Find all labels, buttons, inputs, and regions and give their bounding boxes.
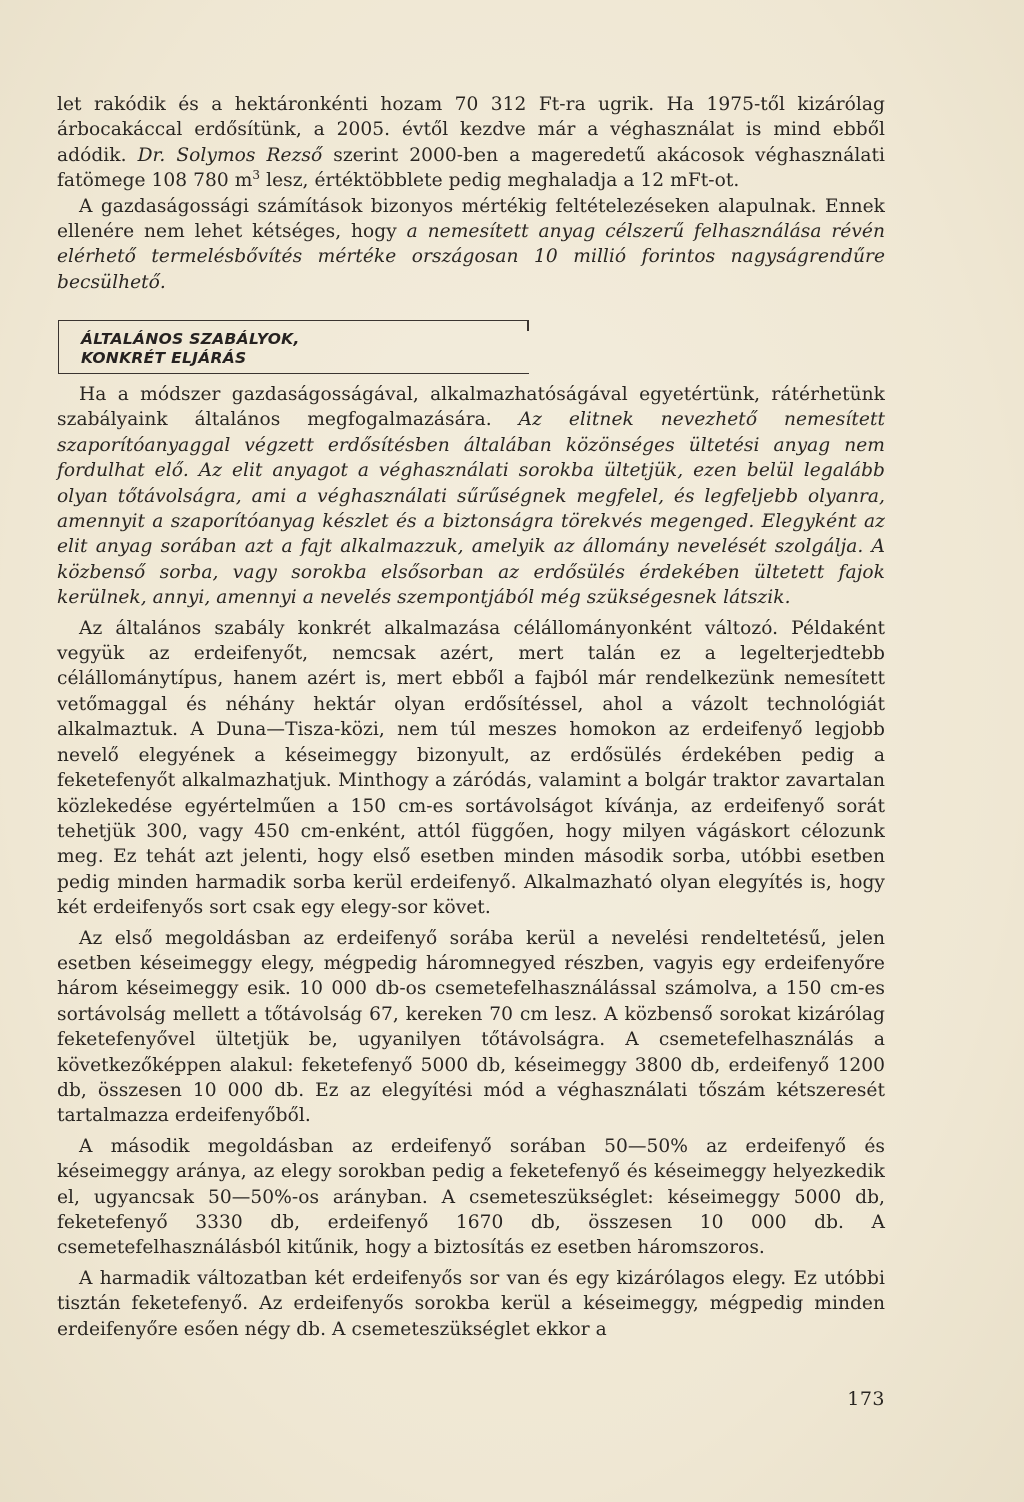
paragraph: A gazdaságossági számítások bizonyos mértékig feltételezéseken alapulnak. Ennek ellenére nem lehet kétséges, hogy a nemesített anyag célszerű felhasználása révén elérhető termelésbővítés mértéke országosan 10 millió forintos nagyságrendűre becsülhető.	[57, 195, 885, 293]
paragraph: Az első megoldásban az erdeifenyő sorába kerül a nevelési rendeltetésű, jelen esetben késeimeggy elegy, mégpedig háromnegyed részben, vagyis egy erdeifenyőre három késeimeggy esik. 10 000 db-os csemetefelhasználással számolva, a 150 cm-es sortávolság mellett a tőtávolság 67, kereken 70 cm lesz. A közbenső sorokat kizárólag feketefenyővel ültetjük be, ugyanilyen tőtávolságra. A csemetefelhasználás a következőképpen alakul: feketefenyő 5000 db, késeimeggy 3800 db, erdeifenyő 1200 db, összesen 10 000 db. Ez az elegyítési mód a véghasználati tőszám kétszeresét tartalmazza erdeifenyőből.	[57, 927, 885, 1127]
emphasis-text: Az elitnek nevezhető nemesített szaporítóanyaggal végzett erdősítésben általában közönséges ültetési anyag nem fordulhat elő. Az elit anyagot a véghasználati sorokba ültetjük, ezen belül legalább olyan tőtávolságra, ami a véghasználati sűrűségnek megfelel, és legfeljebb olyanra, amennyit a szaporítóanyag készlet és a biztonságra törekvés megenged. Elegyként az elit anyag sorában azt a fajt alkalmazzuk, amelyik az állomány nevelését szolgálja. A közbenső sorba, vagy sorokba elsősorban az erdősülés érdekében ültetett fajok kerülnek, annyi, amennyi a nevelés szempontjából még szükségesnek látszik.	[57, 409, 885, 609]
paragraph: Ha a módszer gazdaságosságával, alkalmazhatóságával egyetértünk, rátérhetünk szabályaink általános megfogalmazására. Az elitnek nevezhető nemesített szaporítóanyaggal végzett erdősítésben általában közönséges ültetési anyag nem fordulhat elő. Az elit anyagot a véghasználati sorokba ültetjük, ezen belül legalább olyan tőtávolságra, ami a véghasználati sűrűségnek megfelel, és legfeljebb olyanra, amennyit a szaporítóanyag készlet és a biztonságra törekvés megenged. Elegyként az elit anyag sorában azt a fajt alkalmazzuk, amelyik az állomány nevelését szolgálja. A közbenső sorba, vagy sorokba elsősorban az erdősülés érdekében ültetett fajok kerülnek, annyi, amennyi a nevelés szempontjából még szükségesnek látszik.	[57, 384, 885, 609]
heading-line-2: KONKRÉT ELJÁRÁS	[81, 349, 247, 367]
paragraph: Az általános szabály konkrét alkalmazása célállományonként változó. Példaként vegyük az erdeifenyőt, nemcsak azért, mert talán ez a legelterjedtebb célállománytípus, hanem azért is, mert ebből a fajból már rendelkezünk nemesített vetőmaggal és néhány hektár olyan erdősítéssel, ahol a vázolt technológiát alkalmaztuk. A Duna—Tisza-közi, nem túl meszes homokon az erdeifenyő legjobb nevelő elegyének a késeimeggy bizonyult, az erdősülés érdekében pedig a feketefenyőt alkalmazhatjuk. Minthogy a záródás, valamint a bolgár traktor zavartalan közlekedése egyértelműen a 150 cm-es sortávolságot kívánja, az erdeifenyő sorát tehetjük 300, vagy 450 cm-enként, attól függően, hogy milyen vágáskort célozunk meg. Ez tehát azt jelenti, hogy első esetben minden második sorba, utóbbi esetben pedig minden harmadik sorba kerül erdeifenyő. Alkalmazható olyan elegyítés is, hogy két erdeifenyős sort csak egy elegy-sor követ.	[57, 617, 885, 919]
intro-text	[57, 92, 885, 295]
paragraph: A harmadik változatban két erdeifenyős sor van és egy kizárólagos elegy. Ez utóbbi tisztán feketefenyő. Az erdeifenyős sorokba kerül a késeimeggy, mégpedig minden erdeifenyőre esően négy db. A csemeteszükséglet ekkor a	[57, 1267, 885, 1340]
paragraph: A második megoldásban az erdeifenyő sorában 50—50% az erdeifenyő és késeimeggy aránya, az elegy sorokban pedig a feketefenyő és késeimeggy helyezkedik el, ugyancsak 50—50%-os arányban. A csemeteszükséglet: késeimeggy 5000 db, feketefenyő 3330 db, erdeifenyő 1670 db, összesen 10 000 db. A csemetefelhasználásból kitűnik, hogy a biztosítás ez esetben háromszoros.	[57, 1135, 885, 1259]
main-text	[57, 382, 885, 1342]
section-heading	[81, 330, 300, 368]
section-heading-box	[58, 320, 529, 374]
superscript: 3	[252, 168, 261, 183]
author-name: Dr. Solymos Rezső	[137, 144, 323, 166]
heading-line-1: ÁLTALÁNOS SZABÁLYOK,	[81, 330, 300, 348]
paragraph: let rakódik és a hektáronkénti hozam 70 312 Ft-ra ugrik. Ha 1975-től kizárólag árbocakáccal erdősítünk, a 2005. évtől kezdve már a véghasználat is mind ebből adódik. Dr. Solymos Rezső szerint 2000-ben a mageredetű akácosok véghasználati fatömege 108 780 $m^3$ lesz, értéktöbblete pedig meghaladja a 12 mFt-ot.	[57, 94, 885, 192]
emphasis-text: a nemesített anyag célszerű felhasználása révén elérhető termelésbővítés mértéke országosan 10 millió forintos nagyságrendűre becsülhető.	[57, 221, 885, 293]
page-number: 173	[847, 1388, 885, 1410]
heading-box-tick	[527, 321, 529, 331]
